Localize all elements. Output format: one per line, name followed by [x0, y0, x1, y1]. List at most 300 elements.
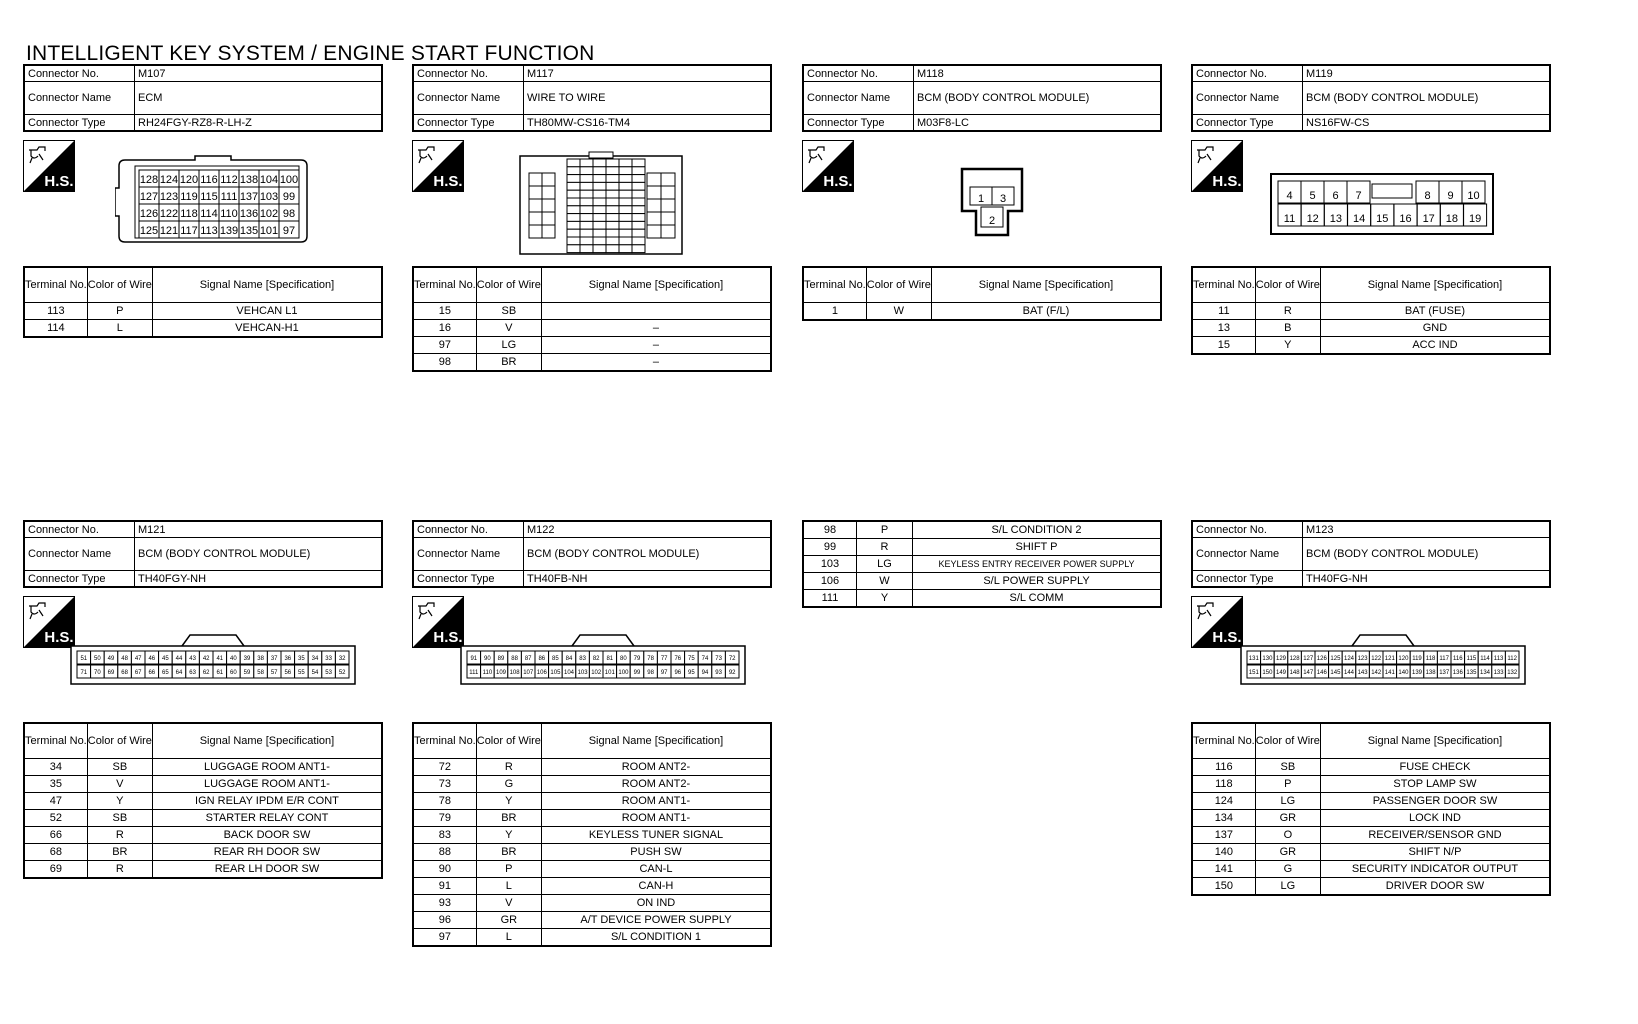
- table-row: [1192, 776, 1550, 793]
- terminal-pin: 92: [728, 670, 736, 676]
- terminal-pin: 91: [470, 656, 478, 662]
- harness-side-icon: [412, 596, 464, 648]
- terminal-pin: 74: [701, 656, 709, 662]
- terminal-number: 114: [24, 320, 87, 338]
- wire-color: W: [866, 303, 931, 321]
- wire-color: GR: [1255, 810, 1320, 827]
- wire-color: P: [857, 521, 913, 539]
- terminal-pin: 82: [592, 656, 600, 662]
- signal-name: GND: [1320, 320, 1550, 337]
- terminal-pin: 15: [1376, 213, 1389, 225]
- terminal-number: 11: [1192, 303, 1255, 320]
- wire-color: V: [476, 895, 541, 912]
- terminal-pin: 136: [1452, 670, 1463, 676]
- terminal-pin: 147: [1303, 670, 1314, 676]
- terminal-pin: 104: [563, 670, 575, 676]
- terminal-pin: 35: [298, 656, 305, 662]
- terminal-pin: 87: [524, 656, 532, 662]
- page-title: INTELLIGENT KEY SYSTEM / ENGINE START FUNCTION: [26, 42, 595, 65]
- terminal-number: 96: [413, 912, 476, 929]
- table-row: [803, 573, 1161, 590]
- terminal-pin: 13: [1329, 213, 1343, 225]
- terminal-number: 113: [24, 303, 87, 320]
- signal-name: LUGGAGE ROOM ANT1-: [152, 759, 382, 776]
- terminal-pin: 83: [579, 656, 586, 662]
- terminal-number: 83: [413, 827, 476, 844]
- terminal-number: 15: [413, 303, 476, 320]
- terminal-number: 97: [413, 337, 476, 354]
- terminal-pin: 114: [1480, 656, 1490, 662]
- terminal-pin: 103: [259, 191, 279, 203]
- terminal-number: 99: [803, 539, 857, 556]
- terminal-number: 73: [413, 776, 476, 793]
- connector-number-value: M119: [1303, 65, 1551, 82]
- terminal-pin: 104: [259, 174, 279, 186]
- hs-label: H.S.: [1212, 629, 1242, 646]
- wire-color: R: [1255, 303, 1320, 320]
- color-column-header: Color of Wire: [1255, 267, 1320, 303]
- terminal-pin: 34: [311, 656, 319, 662]
- signal-name: KEYLESS ENTRY RECEIVER POWER SUPPLY: [913, 556, 1162, 573]
- signal-name: VEHCAN-H1: [152, 320, 382, 338]
- signal-name: KEYLESS TUNER SIGNAL: [541, 827, 771, 844]
- terminal-number: 124: [1192, 793, 1255, 810]
- connector-type-label: Connector Type: [413, 571, 524, 588]
- connector-number-value: M118: [914, 65, 1162, 82]
- terminal-number: 66: [24, 827, 87, 844]
- connector-info-table: [802, 64, 1162, 132]
- terminal-pin: 116: [200, 174, 218, 186]
- terminal-pin: 98: [282, 208, 296, 220]
- wire-color: V: [87, 776, 152, 793]
- terminal-pin: 94: [701, 670, 709, 676]
- wire-color: V: [476, 320, 541, 337]
- terminal-pin: 105: [550, 670, 561, 676]
- wire-color: LG: [1255, 793, 1320, 810]
- wire-color: R: [87, 861, 152, 879]
- m107-connector-face: [115, 152, 315, 252]
- wire-color: R: [476, 759, 541, 776]
- terminal-pin: 64: [175, 670, 183, 676]
- terminal-signal-table: [412, 722, 772, 947]
- terminal-pin: 144: [1343, 670, 1355, 676]
- terminal-pin: 84: [565, 656, 573, 662]
- terminal-column-header: Terminal No.: [413, 723, 476, 759]
- terminal-pin: 57: [270, 670, 278, 676]
- terminal-pin: 101: [259, 225, 279, 237]
- terminal-pin: 103: [577, 670, 588, 676]
- terminal-pin: 72: [728, 656, 736, 662]
- wire-color: SB: [87, 810, 152, 827]
- wire-color: BR: [87, 844, 152, 861]
- terminal-pin: 47: [134, 656, 142, 662]
- terminal-pin: 43: [189, 656, 196, 662]
- wire-color: L: [476, 929, 541, 947]
- terminal-pin: 128: [1289, 656, 1300, 662]
- table-row: [803, 521, 1161, 539]
- color-column-header: Color of Wire: [1255, 723, 1320, 759]
- terminal-pin: 106: [536, 670, 547, 676]
- wire-color: G: [476, 776, 541, 793]
- terminal-pin: 98: [647, 670, 654, 676]
- table-row: [24, 810, 382, 827]
- terminal-pin: 101: [604, 670, 615, 676]
- terminal-number: 90: [413, 861, 476, 878]
- terminal-number: 98: [803, 521, 857, 539]
- terminal-pin: 107: [523, 670, 534, 676]
- terminal-pin: 114: [200, 208, 218, 220]
- wire-color: GR: [1255, 844, 1320, 861]
- terminal-pin: 86: [538, 656, 546, 662]
- terminal-pin: 112: [1507, 656, 1517, 662]
- table-row: [24, 303, 382, 320]
- terminal-pin: 119: [1412, 656, 1422, 662]
- color-column-header: Color of Wire: [476, 723, 541, 759]
- terminal-pin: 136: [239, 208, 259, 220]
- terminal-pin: 16: [1399, 213, 1412, 225]
- terminal-pin: 60: [230, 670, 237, 676]
- terminal-pin: 77: [660, 656, 668, 662]
- terminal-pin: 122: [1371, 656, 1382, 662]
- terminal-pin: 117: [1439, 656, 1449, 662]
- connector-name-value: BCM (BODY CONTROL MODULE): [1303, 538, 1551, 571]
- signal-name: S/L POWER SUPPLY: [913, 573, 1162, 590]
- table-row: [413, 776, 771, 793]
- table-row: [1192, 827, 1550, 844]
- terminal-pin: 49: [107, 656, 115, 662]
- table-row: [413, 861, 771, 878]
- signal-name: –: [541, 337, 771, 354]
- table-row: [413, 929, 771, 947]
- wire-color: Y: [1255, 337, 1320, 355]
- table-row: [1192, 844, 1550, 861]
- terminal-signal-table: [23, 722, 383, 879]
- connector-name-label: Connector Name: [24, 538, 135, 571]
- terminal-pin: 55: [298, 670, 305, 676]
- signal-name: SHIFT P: [913, 539, 1162, 556]
- terminal-pin: 2: [988, 215, 996, 227]
- color-column-header: Color of Wire: [87, 267, 152, 303]
- connector-info-table: [1191, 520, 1551, 588]
- terminal-pin: 138: [239, 174, 259, 186]
- table-row: [803, 303, 1161, 321]
- harness-side-icon: [23, 596, 75, 648]
- terminal-pin: 137: [1439, 670, 1450, 676]
- terminal-pin: 118: [180, 208, 198, 220]
- table-row: [1192, 861, 1550, 878]
- terminal-pin: 111: [469, 670, 479, 676]
- signal-name: ACC IND: [1320, 337, 1550, 355]
- connector-type-value: RH24FGY-RZ8-R-LH-Z: [135, 115, 383, 132]
- wire-color: Y: [87, 793, 152, 810]
- table-row: [413, 844, 771, 861]
- terminal-pin: 58: [257, 670, 264, 676]
- table-row: [413, 759, 771, 776]
- connector-type-label: Connector Type: [1192, 571, 1303, 588]
- terminal-pin: 6: [1332, 190, 1339, 202]
- terminal-pin: 127: [1303, 656, 1314, 662]
- table-row: [413, 303, 771, 320]
- connector-name-value: BCM (BODY CONTROL MODULE): [524, 538, 772, 571]
- terminal-pin: 141: [1384, 670, 1395, 676]
- table-row: [803, 590, 1161, 608]
- terminal-number: 69: [24, 861, 87, 879]
- terminal-pin: 53: [325, 670, 332, 676]
- terminal-pin: 102: [591, 670, 602, 676]
- signal-name: LUGGAGE ROOM ANT1-: [152, 776, 382, 793]
- harness-side-icon: [1191, 596, 1243, 648]
- terminal-pin: 139: [1411, 670, 1423, 676]
- table-row: [413, 354, 771, 372]
- terminal-pin: 11: [1283, 213, 1296, 225]
- connector-type-value: NS16FW-CS: [1303, 115, 1551, 132]
- connector-type-label: Connector Type: [1192, 115, 1303, 132]
- connector-number-value: M121: [135, 521, 383, 538]
- terminal-number: 79: [413, 810, 476, 827]
- table-row: [24, 861, 382, 879]
- connector-name-label: Connector Name: [413, 538, 524, 571]
- signal-name: ROOM ANT1-: [541, 810, 771, 827]
- terminal-pin: 100: [279, 174, 299, 186]
- signal-name: ROOM ANT2-: [541, 776, 771, 793]
- terminal-pin: 54: [311, 670, 319, 676]
- signal-name: REAR LH DOOR SW: [152, 861, 382, 879]
- terminal-signal-table: [412, 266, 772, 372]
- terminal-pin: 146: [1316, 670, 1327, 676]
- terminal-pin: 123: [159, 191, 179, 203]
- terminal-pin: 69: [107, 670, 115, 676]
- terminal-number: 116: [1192, 759, 1255, 776]
- terminal-pin: 129: [1275, 656, 1287, 662]
- hs-label: H.S.: [433, 629, 463, 646]
- signal-name: REAR RH DOOR SW: [152, 844, 382, 861]
- wire-color: SB: [1255, 759, 1320, 776]
- terminal-pin: 96: [674, 670, 682, 676]
- terminal-pin: 140: [1398, 670, 1409, 676]
- table-row: [413, 912, 771, 929]
- terminal-pin: 110: [482, 670, 493, 676]
- signal-name: BAT (FUSE): [1320, 303, 1550, 320]
- wire-color: R: [87, 827, 152, 844]
- harness-side-icon: [1191, 140, 1243, 192]
- table-row: [413, 320, 771, 337]
- terminal-pin: 132: [1507, 670, 1518, 676]
- connector-number-label: Connector No.: [413, 65, 524, 82]
- terminal-pin: 117: [180, 225, 198, 237]
- terminal-number: 47: [24, 793, 87, 810]
- terminal-pin: 63: [189, 670, 196, 676]
- wire-color: P: [476, 861, 541, 878]
- wire-color: LG: [857, 556, 913, 573]
- terminal-pin: 112: [220, 174, 238, 186]
- terminal-pin: 56: [284, 670, 292, 676]
- terminal-pin: 145: [1330, 670, 1341, 676]
- wire-color: P: [87, 303, 152, 320]
- terminal-number: 16: [413, 320, 476, 337]
- connector-type-label: Connector Type: [24, 571, 135, 588]
- terminal-pin: 7: [1355, 190, 1362, 202]
- terminal-pin: 12: [1306, 213, 1319, 225]
- wire-color: Y: [857, 590, 913, 608]
- terminal-signal-table: [802, 520, 1162, 608]
- terminal-pin: 148: [1289, 670, 1300, 676]
- table-row: [413, 895, 771, 912]
- table-row: [1192, 303, 1550, 320]
- signal-name: FUSE CHECK: [1320, 759, 1550, 776]
- terminal-pin: 97: [660, 670, 668, 676]
- terminal-pin: 41: [216, 656, 224, 662]
- terminal-pin: 68: [121, 670, 128, 676]
- terminal-pin: 48: [121, 656, 128, 662]
- signal-name: BACK DOOR SW: [152, 827, 382, 844]
- terminal-number: 78: [413, 793, 476, 810]
- terminal-pin: 125: [139, 225, 159, 237]
- terminal-pin: 52: [338, 670, 346, 676]
- signal-column-header: Signal Name [Specification]: [1320, 723, 1550, 759]
- hs-label: H.S.: [44, 173, 74, 190]
- signal-name: ROOM ANT1-: [541, 793, 771, 810]
- terminal-pin: 115: [1466, 656, 1477, 662]
- signal-column-header: Signal Name [Specification]: [541, 267, 771, 303]
- hs-label: H.S.: [44, 629, 74, 646]
- terminal-pin: 115: [200, 191, 218, 203]
- terminal-pin: 1: [977, 193, 985, 205]
- connector-type-value: M03F8-LC: [914, 115, 1162, 132]
- terminal-pin: 102: [259, 208, 279, 220]
- signal-name: [541, 303, 771, 320]
- terminal-pin: 42: [202, 656, 210, 662]
- connector-name-label: Connector Name: [1192, 538, 1303, 571]
- wire-color: O: [1255, 827, 1320, 844]
- harness-side-icon: [412, 140, 464, 192]
- terminal-pin: 120: [179, 174, 199, 186]
- terminal-pin: 50: [94, 656, 101, 662]
- m118-connector-face: [960, 167, 1024, 239]
- color-column-header: Color of Wire: [476, 267, 541, 303]
- terminal-pin: 32: [338, 656, 346, 662]
- terminal-pin: 126: [139, 208, 159, 220]
- terminal-pin: 62: [202, 670, 210, 676]
- terminal-pin: 128: [139, 174, 159, 186]
- terminal-pin: 81: [606, 656, 614, 662]
- terminal-pin: 113: [200, 225, 218, 237]
- terminal-pin: 100: [618, 670, 629, 676]
- terminal-pin: 39: [243, 656, 251, 662]
- connector-info-table: [23, 520, 383, 588]
- terminal-number: 52: [24, 810, 87, 827]
- terminal-number: 15: [1192, 337, 1255, 355]
- wire-color: BR: [476, 810, 541, 827]
- signal-name: PASSENGER DOOR SW: [1320, 793, 1550, 810]
- harness-side-icon: [802, 140, 854, 192]
- terminal-number: 140: [1192, 844, 1255, 861]
- table-row: [1192, 320, 1550, 337]
- terminal-pin: 135: [1466, 670, 1477, 676]
- signal-name: VEHCAN L1: [152, 303, 382, 320]
- hs-label: H.S.: [1212, 173, 1242, 190]
- terminal-number: 106: [803, 573, 857, 590]
- terminal-pin: 130: [1262, 656, 1273, 662]
- terminal-pin: 126: [1316, 656, 1327, 662]
- connector-type-label: Connector Type: [413, 115, 524, 132]
- terminal-pin: 65: [162, 670, 169, 676]
- terminal-pin: 122: [159, 208, 179, 220]
- table-row: [413, 793, 771, 810]
- signal-name: BAT (F/L): [931, 303, 1161, 321]
- terminal-number: 91: [413, 878, 476, 895]
- connector-number-label: Connector No.: [413, 521, 524, 538]
- terminal-column-header: Terminal No.: [24, 723, 87, 759]
- signal-name: CAN-H: [541, 878, 771, 895]
- terminal-pin: 142: [1371, 670, 1382, 676]
- terminal-pin: 38: [257, 656, 264, 662]
- wire-color: Y: [476, 827, 541, 844]
- terminal-number: 150: [1192, 878, 1255, 896]
- terminal-pin: 44: [175, 656, 183, 662]
- wire-color: LG: [476, 337, 541, 354]
- connector-name-value: ECM: [135, 82, 383, 115]
- wire-color: W: [857, 573, 913, 590]
- connector-name-value: BCM (BODY CONTROL MODULE): [914, 82, 1162, 115]
- terminal-pin: 134: [1479, 670, 1491, 676]
- terminal-pin: 76: [674, 656, 682, 662]
- signal-name: IGN RELAY IPDM E/R CONT: [152, 793, 382, 810]
- terminal-pin: 109: [495, 670, 507, 676]
- signal-column-header: Signal Name [Specification]: [931, 267, 1161, 303]
- terminal-pin: 133: [1493, 670, 1504, 676]
- connector-info-table: [412, 520, 772, 588]
- terminal-pin: 118: [1425, 656, 1436, 662]
- terminal-number: 93: [413, 895, 476, 912]
- terminal-pin: 135: [239, 225, 259, 237]
- terminal-pin: 33: [325, 656, 332, 662]
- connector-number-value: M122: [524, 521, 772, 538]
- terminal-pin: 123: [1357, 656, 1368, 662]
- signal-column-header: Signal Name [Specification]: [152, 723, 382, 759]
- connector-name-value: BCM (BODY CONTROL MODULE): [1303, 82, 1551, 115]
- terminal-pin: 93: [715, 670, 722, 676]
- terminal-pin: 4: [1286, 190, 1293, 202]
- terminal-signal-table: [802, 266, 1162, 321]
- terminal-pin: 66: [148, 670, 156, 676]
- signal-name: S/L CONDITION 2: [913, 521, 1162, 539]
- terminal-pin: 119: [180, 191, 198, 203]
- terminal-pin: 99: [282, 191, 296, 203]
- harness-side-icon: [23, 140, 75, 192]
- terminal-pin: 51: [80, 656, 88, 662]
- terminal-number: 97: [413, 929, 476, 947]
- connector-info-table: [412, 64, 772, 132]
- terminal-pin: 95: [688, 670, 695, 676]
- terminal-pin: 37: [270, 656, 278, 662]
- terminal-pin: 73: [715, 656, 722, 662]
- terminal-pin: 61: [216, 670, 224, 676]
- table-row: [24, 793, 382, 810]
- table-row: [413, 810, 771, 827]
- terminal-column-header: Terminal No.: [1192, 267, 1255, 303]
- terminal-pin: 9: [1447, 190, 1454, 202]
- connector-number-value: M117: [524, 65, 772, 82]
- wire-color: SB: [476, 303, 541, 320]
- signal-name: S/L COMM: [913, 590, 1162, 608]
- table-row: [1192, 793, 1550, 810]
- terminal-pin: 113: [1493, 656, 1504, 662]
- terminal-pin: 124: [159, 174, 179, 186]
- m119-connector-face: [1270, 173, 1494, 235]
- terminal-pin: 19: [1468, 213, 1482, 225]
- terminal-pin: 3: [999, 193, 1007, 205]
- terminal-pin: 10: [1467, 190, 1480, 202]
